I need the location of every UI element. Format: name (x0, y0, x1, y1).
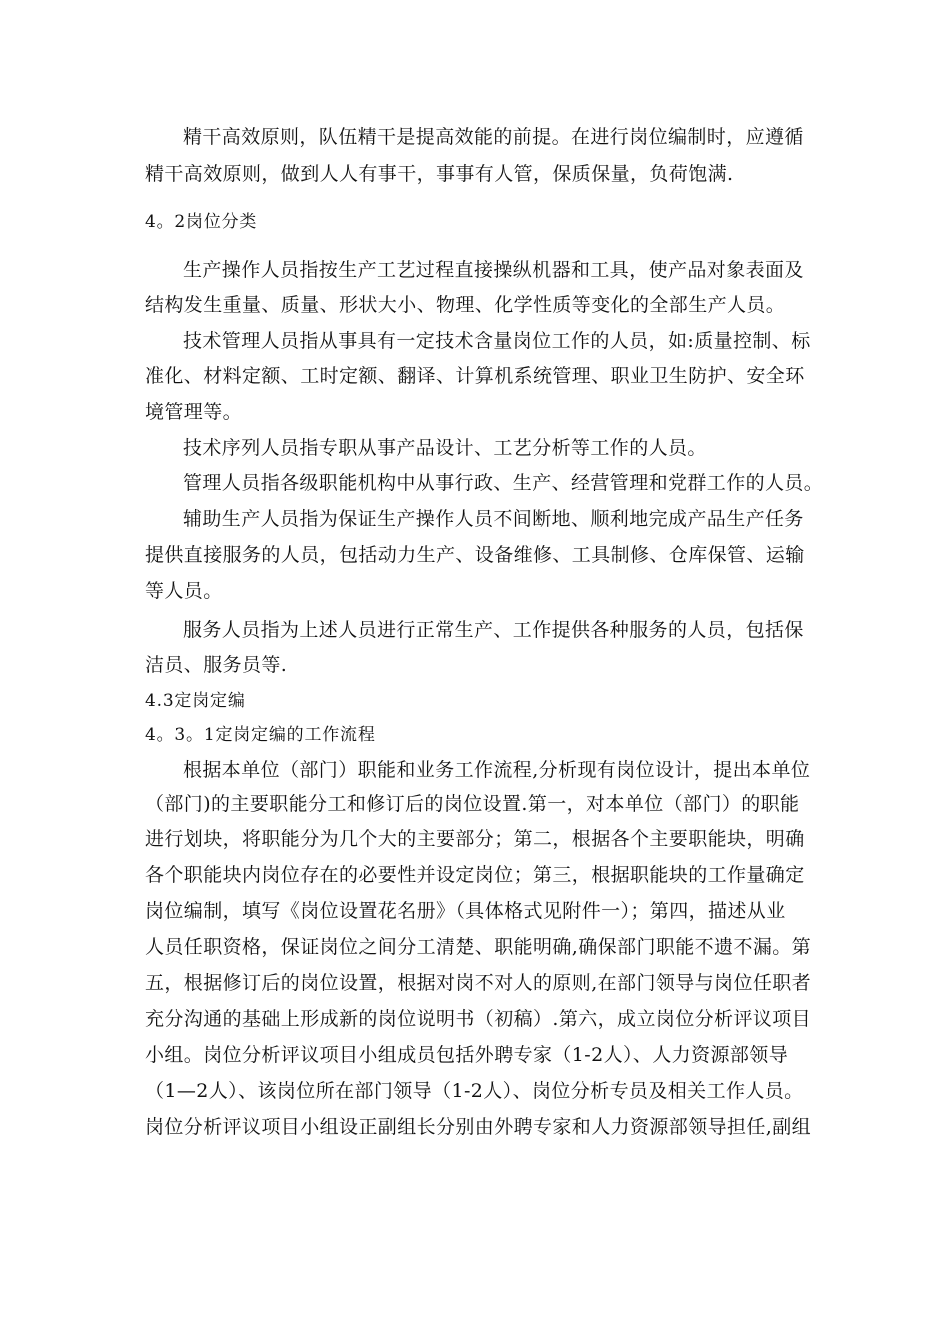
paragraph-workflow-line-11: 岗位分析评议项目小组设正副组长分别由外聘专家和人力资源部领导担任,副组 (145, 1116, 812, 1138)
paragraph-workflow-line-10: （1—2人）、该岗位所在部门领导（1-2人）、岗位分析专员及相关工作人员。 (145, 1080, 804, 1102)
paragraph-tech-seq-line-1: 技术序列人员指专职从事产品设计、工艺分析等工作的人员。 (183, 437, 707, 459)
paragraph-tech-mgmt-line-2: 准化、材料定额、工时定额、翻译、计算机系统管理、职业卫生防护、安全环 (145, 365, 805, 387)
paragraph-tech-mgmt-line-1: 技术管理人员指从事具有一定技术含量岗位工作的人员，如:质量控制、标 (183, 330, 811, 352)
paragraph-workflow-line-2: （部门)的主要职能分工和修订后的岗位设置.第一，对本单位（部门）的职能 (145, 793, 800, 815)
paragraph-production-line-2: 结构发生重量、质量、形状大小、物理、化学性质等变化的全部生产人员。 (145, 294, 786, 316)
paragraph-workflow-line-6: 人员任职资格，保证岗位之间分工清楚、职能明确,确保部门职能不遗不漏。第 (145, 936, 812, 958)
paragraph-tech-mgmt-line-3: 境管理等。 (145, 401, 243, 423)
paragraph-workflow-line-1: 根据本单位（部门）职能和业务工作流程,分析现有岗位设计，提出本单位 (183, 759, 811, 781)
paragraph-workflow-line-9: 小组。岗位分析评议项目小组成员包括外聘专家（1-2人）、人力资源部领导 (145, 1044, 789, 1066)
paragraph-workflow-line-8: 充分沟通的基础上形成新的岗位说明书（初稿）.第六，成立岗位分析评议项目 (145, 1008, 812, 1030)
section-heading-4-3-1: 4。3。1定岗定编的工作流程 (145, 725, 376, 745)
paragraph-workflow-line-3: 进行划块，将职能分为几个大的主要部分；第二，根据各个主要职能块，明确 (145, 828, 805, 850)
section-heading-4-3: 4.3定岗定编 (145, 691, 246, 711)
paragraph-workflow-line-7: 五，根据修订后的岗位设置，根据对岗不对人的原则,在部门领导与岗位任职者 (145, 972, 812, 994)
section-heading-4-2: 4。2岗位分类 (145, 212, 258, 232)
paragraph-principle-line-1: 精干高效原则，队伍精干是提高效能的前提。在进行岗位编制时，应遵循 (183, 126, 804, 148)
paragraph-workflow-line-4: 各个职能块内岗位存在的必要性并设定岗位；第三，根据职能块的工作量确定 (145, 864, 805, 886)
paragraph-production-line-1: 生产操作人员指按生产工艺过程直接操纵机器和工具，使产品对象表面及 (183, 259, 804, 281)
paragraph-workflow-line-5: 岗位编制，填写《岗位设置花名册》（具体格式见附件一）；第四，描述从业 (145, 900, 786, 922)
paragraph-aux-line-1: 辅助生产人员指为保证生产操作人员不间断地、顺利地完成产品生产任务 (183, 508, 804, 530)
paragraph-service-line-1: 服务人员指为上述人员进行正常生产、工作提供各种服务的人员，包括保 (183, 619, 804, 641)
paragraph-aux-line-3: 等人员。 (145, 580, 223, 602)
paragraph-principle-line-2: 精干高效原则，做到人人有事干，事事有人管，保质保量，负荷饱满. (145, 163, 734, 185)
paragraph-mgmt-line-1: 管理人员指各级职能机构中从事行政、生产、经营管理和党群工作的人员。 (183, 472, 824, 494)
paragraph-service-line-2: 洁员、服务员等. (145, 654, 288, 676)
paragraph-aux-line-2: 提供直接服务的人员，包括动力生产、设备维修、工具制修、仓库保管、运输 (145, 544, 805, 566)
